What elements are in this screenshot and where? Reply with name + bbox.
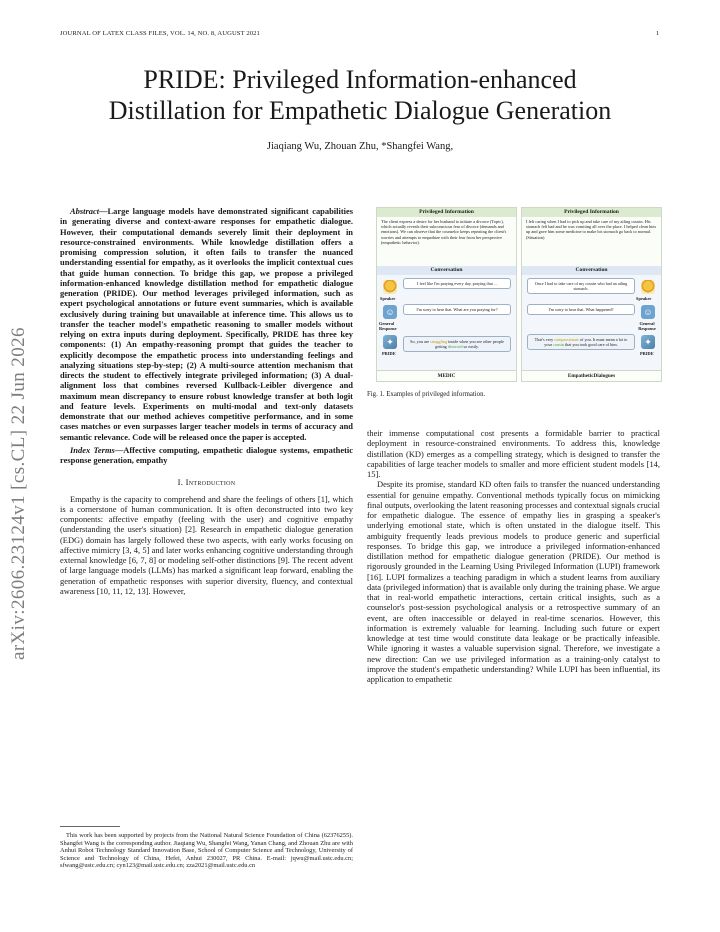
general-response-bubble: I'm sorry to hear that. What happened?: [527, 304, 635, 315]
pride-text-c: that you took good care of him.: [563, 342, 618, 348]
figure-panel-medic: [376, 207, 517, 382]
running-head: JOURNAL OF LATEX CLASS FILES, VOL. 14, NO. 8, AUGUST 2021: [60, 30, 260, 37]
speaker-bubble: I feel like I'm praying every day, praying that ...: [403, 278, 511, 289]
role-speaker: Speaker: [636, 296, 652, 301]
footnote-rule: [60, 826, 120, 827]
abstract: Abstract—Large language models have demonstrated significant capabilities in generating diverse and context-aware responses for empathetic dialogue. However, their computational demands severely limit their deployment in resource-constrained environments. While knowledge distillation offers a promising compression solution, it often fails to transfer the nuanced understanding essential for empathy, as it overlooks the implicit contextual cues that guide human connection. To bridge this gap, we propose a privileged information-enhanced knowledge distillation method for empathetic dialogue generation (PRIDE). Our method leverages privileged information, such as expert psychological annotations or future event summaries, which is available exclusively during training but unavailable at inference time. This allows us to transfer the teacher model's empathetic reasoning to smaller models without relying on extra inputs during deployment. Specifically, PRIDE has three key components: (1) An empathy-reasoning prompt that guides the teacher to explicitly decompose the empathetic process into understanding feelings and analyzing situations step-by-step; (2) A multi-source attention mechanism that directs the student to effectively integrate privileged information; (3) A dual-alignment loss that combines reversed Kullback-Leibler divergence and maximum mean discrepancy to ensure robust knowledge transfer at both logit and feature levels. Experiments on multi-modal and text-only datasets demonstrate that our method achieves competitive performance, and in some cases matches or even surpasses larger teacher models in terms of accuracy and semantic relevance. Code will be released once the paper is accepted.: [60, 206, 353, 442]
panel-conversation-title: Conversation: [522, 266, 661, 275]
pride-response-bubble: [403, 336, 511, 352]
pride-highlight-1: struggling: [430, 339, 448, 344]
left-column: [60, 206, 353, 596]
pride-text-b: of you. It must mean a lot to your: [544, 337, 628, 348]
abstract-text: Large language models have demonstrated significant capabilities in generating diverse and context-aware responses for empathetic dialogue. However, their computational demands severely limit their deployment in resource-constrained environments. While knowledge distillation offers a promising compression solution, it often fails to transfer the nuanced understanding essential for empathy, as it overlooks the implicit contextual cues that guide human connection. To bridge this gap, we propose a privileged information-enhanced knowledge distillation method for empathetic dialogue generation (PRIDE). Our method leverages privileged information, such as expert psychological annotations or future event summaries, which is available exclusively during training but unavailable at inference time. This allows us to transfer the teacher model's empathetic reasoning to smaller models without relying on extra inputs during deployment. Specifically, PRIDE has three key components: (1) An empathy-reasoning prompt that guides the teacher to explicitly decompose the empathetic process into understanding feelings and analyzing situations step-by-step; (2) A multi-source attention mechanism that directs the student to effectively integrate privileged information; (3) A dual-alignment loss that combines reversed Kullback-Leibler divergence and maximum mean discrepancy to ensure robust knowledge transfer at both logit and feature levels. Experiments on multi-modal and text-only datasets demonstrate that our method achieves competitive performance, and in some cases matches or even surpasses larger teacher models in terms of accuracy and semantic relevance. Code will be released once the paper is accepted.: [60, 206, 353, 442]
role-pride: PRIDE: [382, 351, 396, 356]
pride-text-c: so easily.: [462, 344, 479, 350]
role-speaker: Speaker: [380, 296, 396, 301]
panel-conversation-title: Conversation: [377, 266, 516, 275]
pride-text-a: So, you are: [410, 339, 431, 344]
right-column: [367, 428, 660, 684]
panel-privileged-info-text: I felt caring when I had to pick up and take care of my ailing cousin. His stomach felt bad and he was vomiting all over the place. I helped clean him up and gave him some medicine to make his stomach go back to normal. (Situation): [526, 219, 656, 240]
pride-highlight-2: cousin: [553, 342, 564, 348]
role-pride: PRIDE: [640, 351, 654, 356]
index-terms: Index Terms—Affective computing, empathetic dialogue systems, empathetic response generation, empathy: [60, 444, 353, 465]
speaker-avatar-icon: [641, 280, 655, 294]
title-line-2: Distillation for Empathetic Dialogue Generation: [108, 96, 612, 125]
panel-privileged-info-title: Privileged Information: [522, 208, 661, 217]
footnote-text: This work has been supported by projects from the National Natural Science Foundation of China (62376255). Shangfei Wang is the corresponding author. Jiaqiang Wu, Shangfei Wang, Yanan Chang, and Zhouan Zhu are with Anhui Robot Technology Standard Innovation Base, School of Computer Science and Technology, University of Science and Technology of China, Hefei, Anhui 230027, PR China. E-mail: jqwu@mail.ustc.edu.cn; sfwang@ustc.edu.cn; cyn123@mail.ustc.edu.cn; zza2021@mail.ustc.edu.cn: [60, 832, 353, 870]
footnote: [60, 832, 353, 870]
panel-dataset-label: EmpatheticDialogues: [522, 370, 661, 381]
pride-highlight-2: divorced: [447, 344, 463, 350]
speaker-avatar-icon: [383, 280, 397, 294]
right-paragraph-2: Despite its promise, standard KD often fails to transfer the nuanced understanding essential for genuine empathy. Conventional methods typically focus on mimicking final outputs, overlooking the latent reasoning processes and contextual signals crucial for empathetic dialogue. The essence of empathy lies in grasping a speaker's underlying emotional state, which is often unstated in the dialogue itself. This ambiguity frequently leads previous models to produce generic and superficial responses. To bridge this gap, we introduce a privileged information-enhanced distillation method for empathetic dialogue generation (PRIDE). Our method is rigorously grounded in the Learning Using Privileged Information (LUPI) framework [16]. LUPI formalizes a teaching paradigm in which a student learns from auxiliary data (privileged information) that is available only during the training phase. We argue that in real-world empathetic interactions, certain critical insights, such as a counselor's post-session psychological analysis or a retrospective summary of an event, are often inaccessible or delayed in real-time scenarios. However, this information is extremely valuable for learning. Including such future or expert knowledge at test time would constitute data leakage or be practically infeasible. While ignoring it wastes a valuable supervision signal. Therefore, we investigate a new direction: Can we use privileged information as a training-only catalyst to improve the student's empathetic understanding? While LUPI has been influential, its application to empathetic: [367, 479, 660, 684]
robot-avatar-icon: ☺: [641, 305, 655, 319]
page-number: 1: [656, 30, 660, 37]
right-paragraph-1: their immense computational cost presents a formidable barrier to practical deployment in resource-constrained environments. To address this, knowledge distillation (KD) emerges as a compelling strategy, which is designed to transfer the capabilities of large teacher models to smaller and more efficient student models [14, 15].: [367, 428, 660, 479]
role-general-response: General Response: [379, 321, 397, 331]
pride-text-a: That's very: [534, 337, 555, 342]
speaker-bubble: Once I had to take care of my cousin who had an ailing stomach.: [527, 278, 635, 294]
general-response-bubble: I'm sorry to hear that. What are you praying for?: [403, 304, 511, 315]
pride-text-b: inside when you see other people getting: [435, 339, 504, 350]
abstract-label: Abstract: [70, 206, 100, 216]
panel-privileged-info-title: Privileged Information: [377, 208, 516, 217]
figure-panel-empathetic-dialogues: [521, 207, 662, 382]
role-general-response: General Response: [638, 321, 656, 331]
pride-avatar-icon: ✦: [383, 335, 397, 349]
panel-dataset-label: MEDIC: [377, 370, 516, 381]
pride-avatar-icon: ✦: [641, 335, 655, 349]
figure-caption: Fig. 1. Examples of privileged information.: [367, 391, 486, 398]
robot-avatar-icon: ☺: [383, 305, 397, 319]
figure-1: [376, 207, 660, 380]
pride-highlight-1: compassionate: [554, 337, 579, 342]
panel-privileged-info-text: The client express a desire for her husband to initiate a divorce (Topic), which actually reveals their subconscious fear of divorce (demands and emotions). We can observe that the counselor keeps repeating the client's worries and attempts to empathize with their fear from her perspective (empathetic behavior).: [381, 219, 507, 245]
intro-paragraph-1: Empathy is the capacity to comprehend and share the feelings of others [1], which is a cornerstone of human communication. It is often deconstructed into two key components: affective empathy (feeling with the user) and cognitive empathy (understanding the user's situation) [2]. Research in empathetic dialogue generation (EDG) domain has largely followed these two aspects, with early works focusing on affective mimicry [3, 4, 5] and later works enhancing cognitive understanding through external knowledge [6, 7, 8] or modeling self-other distinctions [9]. The recent advent of large language models (LLMs) has marked a significant leap forward, enabling the generation of empathetic responses with superior diversity, fluency, and contextual awareness [10, 11, 12, 13]. However,: [60, 493, 353, 596]
index-terms-label: Index Terms: [70, 444, 115, 455]
paper-title: [60, 64, 660, 126]
title-line-1: PRIDE: Privileged Information-enhanced: [143, 65, 577, 94]
arxiv-stamp: arXiv:2606.23124v1 [cs.CL] 22 Jun 2026: [8, 327, 29, 660]
author-list: Jiaqiang Wu, Zhouan Zhu, *Shangfei Wang,: [266, 141, 454, 152]
section-heading-introduction: I. Introduction: [177, 477, 236, 488]
index-terms-text: Affective computing, empathetic dialogue systems, empathetic response generation, empathy: [60, 444, 353, 465]
pride-response-bubble: [527, 334, 635, 350]
